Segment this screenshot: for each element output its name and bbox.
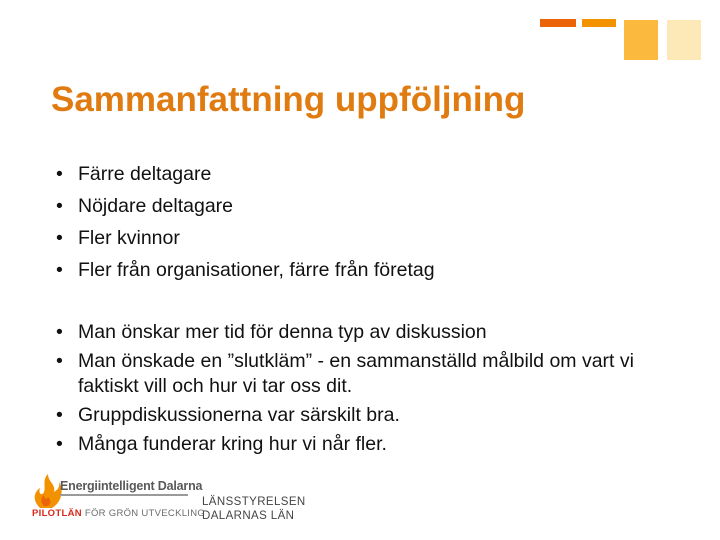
bullet-icon: •: [56, 163, 63, 185]
list-item: [56, 258, 658, 283]
pilot-tagline: [32, 508, 205, 519]
bullet-icon: •: [56, 350, 63, 372]
list-item-text: Man önskar mer tid för denna typ av diskussion: [78, 321, 487, 343]
bullet-icon: •: [56, 227, 63, 249]
list-item-text: Färre deltagare: [78, 163, 212, 185]
list-item: [56, 432, 658, 457]
list-item-text: Fler från organisationer, färre från företag: [78, 259, 435, 281]
lst-logo-line2: DALARNAS LÄN: [202, 510, 295, 522]
list-item-text: Fler kvinnor: [78, 227, 180, 249]
energi-logo-text: Energiintelligent Dalarna: [60, 479, 203, 493]
footer-logos: [26, 470, 326, 526]
list-item-text: Många funderar kring hur vi når fler.: [78, 433, 387, 455]
pilot-tagline-red: PILOTLÄN: [32, 508, 82, 519]
list-item: [56, 349, 658, 399]
decor-bar-dark-orange: [540, 19, 576, 27]
decor-bar-orange: [582, 19, 616, 27]
list-item: [56, 194, 658, 219]
bullet-icon: •: [56, 433, 63, 455]
list-item-text: Nöjdare deltagare: [78, 195, 234, 217]
decor-square-pale: [667, 20, 701, 60]
lst-logo-line1: LÄNSSTYRELSEN: [202, 496, 306, 508]
bullet-list-summary: [56, 162, 658, 290]
bullet-icon: •: [56, 404, 63, 426]
list-item: [56, 226, 658, 251]
decor-square-yellow: [624, 20, 658, 60]
list-item-text: Man önskade en ”slutkläm” - en sammanställd målbild om vart vi faktiskt vill och hur vi tar oss dit.: [78, 350, 634, 397]
slide-title: Sammanfattning uppföljning: [51, 80, 526, 119]
bullet-icon: •: [56, 321, 63, 343]
pilot-tagline-rest: FÖR GRÖN UTVECKLING: [84, 508, 206, 519]
list-item: [56, 320, 658, 345]
energi-underline: [60, 494, 188, 497]
bullet-list-feedback: [56, 320, 658, 461]
bullet-icon: •: [56, 195, 63, 217]
list-item: [56, 403, 658, 428]
list-item-text: Gruppdiskussionerna var särskilt bra.: [78, 404, 400, 426]
list-item: [56, 162, 658, 187]
bullet-icon: •: [56, 259, 63, 281]
